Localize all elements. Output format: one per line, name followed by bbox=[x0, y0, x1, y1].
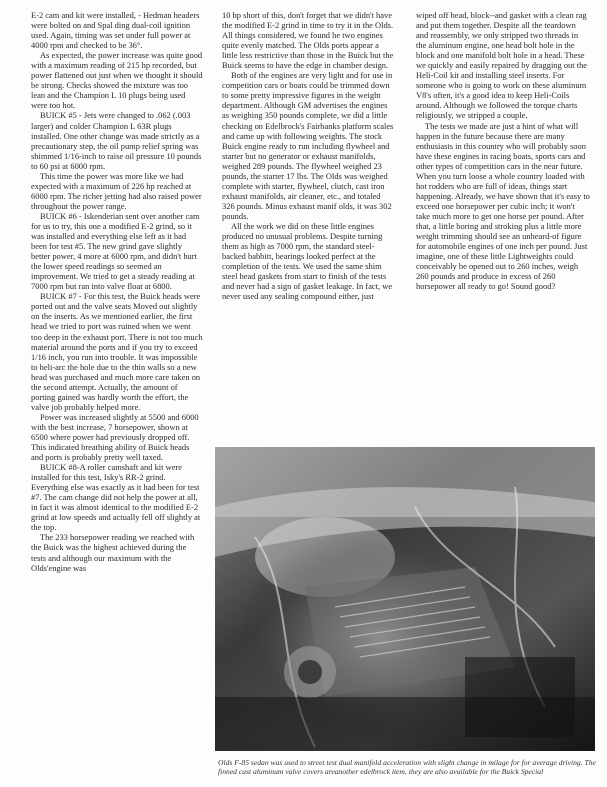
paragraph: BUICK #5 - Jets were changed to .062 (.003 larger) and colder Champion L 63R plugs installed. One other change was made strictly as a precautionary step, the oil pump relief spring was shimmed 1/16-inch to raise oil pressure 10 pounds to 60 psi at 6000 rpm. bbox=[31, 110, 202, 171]
paragraph: BUICK #6 - Iskenderian sent over another cam for us to try, this one a modified E-2 grind, so it was installed and everything else left as it had been for test #5. The new grind gave slightly better power, 4 more at 6000 rpm, and didn't hurt the lower speed readings so seemed an improvement. We tried to get a steady reading at 7000 rpm but ran into valve float at 6800. bbox=[31, 210, 200, 292]
paragraph: BUICK #7 - For this test, the Buick heads were ported out and the valve seats Moved out slightly on the inserts. As we mentioned earlier, the first head we tried to port was ruined when we went too deep in the exhaust port. There is not too much material around the ports and if you try to exceed 1/16 inch, you run into trouble. It was impossible to heli-arc the hole due to the thin walls so a new head was purchased and much more care taken on the second attempt. Actually, the amount of porting gained was hardly worth the effort, the valve job probably helped more. bbox=[31, 291, 203, 412]
paragraph: This time the power was more like we had expected with a maximum of 226 hp reached at 6000 rpm. The richer jetting had also raised power throughout the power range. bbox=[31, 170, 202, 211]
paragraph: BUICK #8-A roller camshaft and kit were installed for this test, Isky's RR-2 grind. Everything else was exactly as it had been for test #7. The cam change did not help the power at all, in fact it was almost identical to the modified E-2 grind at low speeds and actually fell off slightly at the top. bbox=[31, 462, 201, 533]
paragraph: Both of the engines are very light and for use in competition cars or boats could be trimmed down to some pretty impressive figures in the weight department. Although GM advertises the engines as weighing 350 pounds complete, we did a little checking on Edelbrock's Fairbanks platform scales and came up with following weights. The stock Buick engine ready to run including flywheel and starter but no generator or exhaust manifolds, weighed 289 pounds. The flywheel weighed 23 pounds, the starter 17 lbs. The Olds was weighed complete with starter, flywheel, clutch, cast iron exhaust manifolds, air cleaner, etc., and totaled 326 pounds. Minus exhaust manif olds, it was 302 pounds. bbox=[222, 70, 394, 221]
paragraph: wiped off head, block--and gasket with a clean rag and put them together. Despite all the teardown and reassembly, we only stripped two threads in the aluminum engine, one head bolt hole in the block and one manifold bolt hole in a head. These we quickly and easily repaired by dragging out the Heli-Coil kit and installing steel inserts. For someone who is going to work on these aluminum V8's often, it's a good idea to keep Heli-Coils around. Although we followed the torque charts religiously, we stripped a couple. bbox=[416, 10, 588, 121]
paragraph: The 233 horsepower reading we reached with the Buick was the highest achieved during the tests and although our maximum with the Olds'engine was bbox=[31, 532, 195, 573]
paragraph: The tests we made are just a hint of what will happen in the future because there are many enthusiasts in this country who will probably soon have these engines in racing boats, sports cars and other types of competition cars in the near future. When you turn loose a whole country loaded with hot rodders who are full of ideas, things start happening. Already, we have shown that it's easy to exceed one horsepower per cubic inch; it won't take much more to get one horse per pound. After that, a little boring and stroking plus a little more weight trimming should see an unheard-of figure for automobile engines of one inch per pound. Just imagine, one of these little Lightweights could conceivably be opened out to 260 inches, weigh 260 pounds and produce in excess of 260 horsepower all ready to go! Sound good? bbox=[416, 120, 590, 292]
photo-caption: Olds F-85 sedan was used to street test dual manifold acceleration with slight change in milage for for average driving. The finned cast aluminum valve covers areanother edelbrock item, they are also available for the Buick Special bbox=[218, 758, 596, 777]
article-column-3 bbox=[416, 10, 590, 291]
paragraph: As expected, the power increase was quite good with a maximum reading of 215 hp recorded, but power flattened out just when we thought it should be strong. Checks showed the mixture was too lean and the Champion L 10 plugs being used were too hot. bbox=[31, 50, 203, 111]
article-column-2 bbox=[222, 10, 394, 301]
paragraph: Power was increased slightly at 5500 and 6000 with the best increase, 7 horsepower, shown at 6500 where power had previously dropped off. This indicated breathing ability of Buick heads and ports is probably pretty well taxed. bbox=[31, 411, 199, 463]
paragraph: 10 hp short of this, don't forget that we didn't have the modified E-2 grind in time to try it in the Olds. All things considered, we found he two engines quite evenly matched. The Olds ports appear a little less restrictive than those in the Buick but the Buick seems to have the edge in chamber design. bbox=[222, 10, 394, 71]
engine-photo-graphic bbox=[215, 447, 595, 751]
paragraph: All the work we did on these little engines produced no unusual problems. Despite turning them as high as 7000 rpm, the standard steel-backed babbitt, bearings looked perfect at the completion of the tests. We used the same shim steel head gaskets from start to finish of the tests and never had a sign of gasket leakage. In fact, we never used any sealing compound either, just bbox=[222, 220, 393, 302]
article-column-1 bbox=[31, 10, 203, 573]
paragraph: E-2 cam and kit were installed, - Hedman headers were bolted on and Spal ding dual-coil ignition used. Again, timing was set under full power at 4000 rpm and checked to be 36°. bbox=[31, 10, 200, 51]
engine-photo bbox=[215, 447, 595, 751]
